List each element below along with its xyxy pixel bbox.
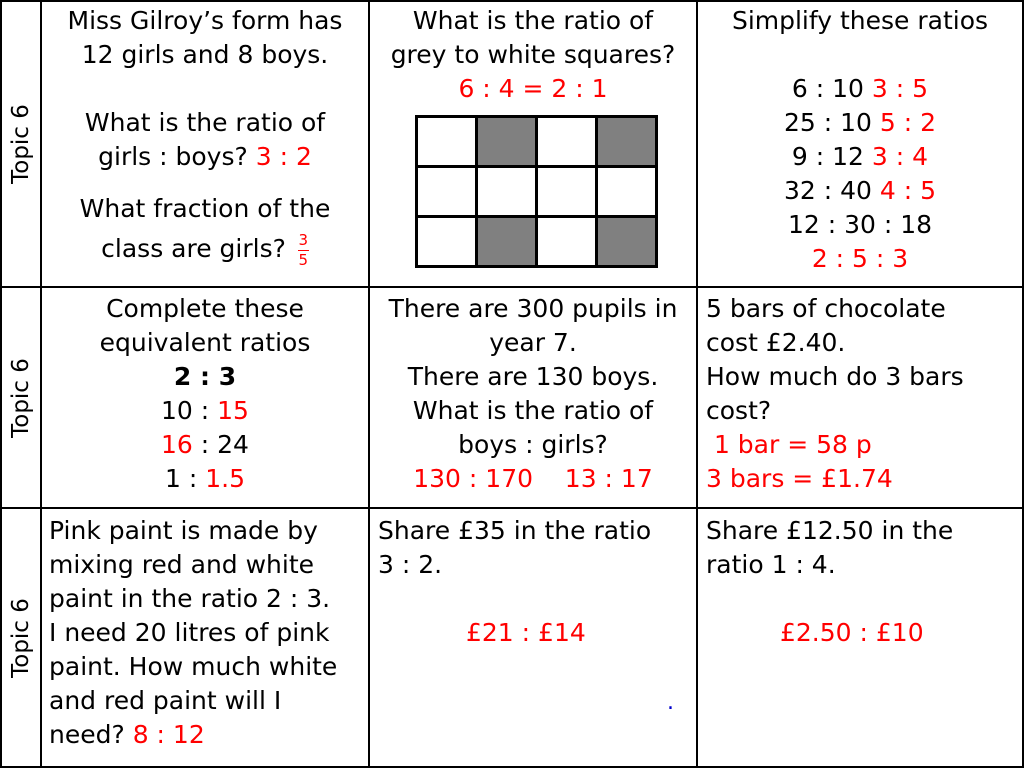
question-simplify-ratios: Simplify these ratios 6 : 10 3 : 5 25 : 10 5 : 2 9 : 12 3 : 4 32 : 40 4 : 5 12 : 30 : 18 2 : 5 : 3 bbox=[698, 4, 1022, 276]
topic-label: Topic 6 bbox=[7, 357, 34, 438]
question-share-35: Share £35 in the ratio 3 : 2. £21 : £14 bbox=[378, 514, 696, 650]
grid-square-grey bbox=[595, 215, 658, 268]
question-chocolate: 5 bars of chocolate cost £2.40. How much do 3 bars cost? 1 bar = 58 p 3 bars = £1.74 bbox=[706, 292, 1022, 496]
question-share-12-50: Share £12.50 in the ratio 1 : 4. £2.50 : £10 bbox=[706, 514, 1022, 650]
topic-label: Topic 6 bbox=[7, 597, 34, 678]
grid-square-white bbox=[415, 115, 478, 168]
grid-square-white bbox=[535, 115, 598, 168]
answer: £2.50 : £10 bbox=[780, 618, 924, 647]
fraction-answer: $\frac{3}{5}$ bbox=[298, 230, 309, 269]
grid-square-white bbox=[415, 215, 478, 268]
grid-line bbox=[0, 0, 1024, 2]
grid-square-white bbox=[535, 165, 598, 218]
grid-square-white bbox=[535, 215, 598, 268]
question-grey-white: What is the ratio of grey to white squares? 6 : 4 = 2 : 1 bbox=[370, 4, 696, 106]
shaded-squares-grid bbox=[415, 115, 659, 267]
answer: £21 : £14 bbox=[466, 618, 586, 647]
grid-line bbox=[0, 507, 1024, 509]
grid-square-white bbox=[475, 165, 538, 218]
question-pink-paint: Pink paint is made by mixing red and white paint in the ratio 2 : 3. I need 20 litres of pink paint. How much white and red paint will I need? 8 : 12 bbox=[49, 516, 338, 749]
question-boys-girls: There are 300 pupils in year 7. There are 130 boys. What is the ratio of boys : girls? 130 : 170 13 : 17 bbox=[370, 292, 696, 496]
answer: 1 bar = 58 p bbox=[706, 430, 872, 459]
grid-square-grey bbox=[595, 115, 658, 168]
question-equivalent-ratios: Complete these equivalent ratios 2 : 3 10 : 15 16 : 24 1 : 1.5 bbox=[99, 294, 311, 493]
answer: 8 : 12 bbox=[132, 720, 205, 749]
answer: 2 : 5 : 3 bbox=[811, 244, 909, 273]
grid-square-grey bbox=[475, 215, 538, 268]
stray-dot: . bbox=[667, 690, 674, 715]
answer: 3 bars = £1.74 bbox=[706, 464, 893, 493]
answer: 130 : 170 13 : 17 bbox=[413, 464, 653, 493]
grid-square-white bbox=[415, 165, 478, 218]
grid-square-white bbox=[595, 165, 658, 218]
answer: 3 : 2 bbox=[255, 142, 312, 171]
grid-square-grey bbox=[475, 115, 538, 168]
grid-line bbox=[0, 286, 1024, 288]
question-girls-boys: Miss Gilroy’s form has 12 girls and 8 boys. What is the ratio of girls : boys? 3 : 2 What fraction of the class are girls? $\frac{3}{5}$ bbox=[67, 6, 343, 269]
answer: 6 : 4 = 2 : 1 bbox=[458, 74, 608, 103]
topic-label: Topic 6 bbox=[7, 104, 34, 184]
